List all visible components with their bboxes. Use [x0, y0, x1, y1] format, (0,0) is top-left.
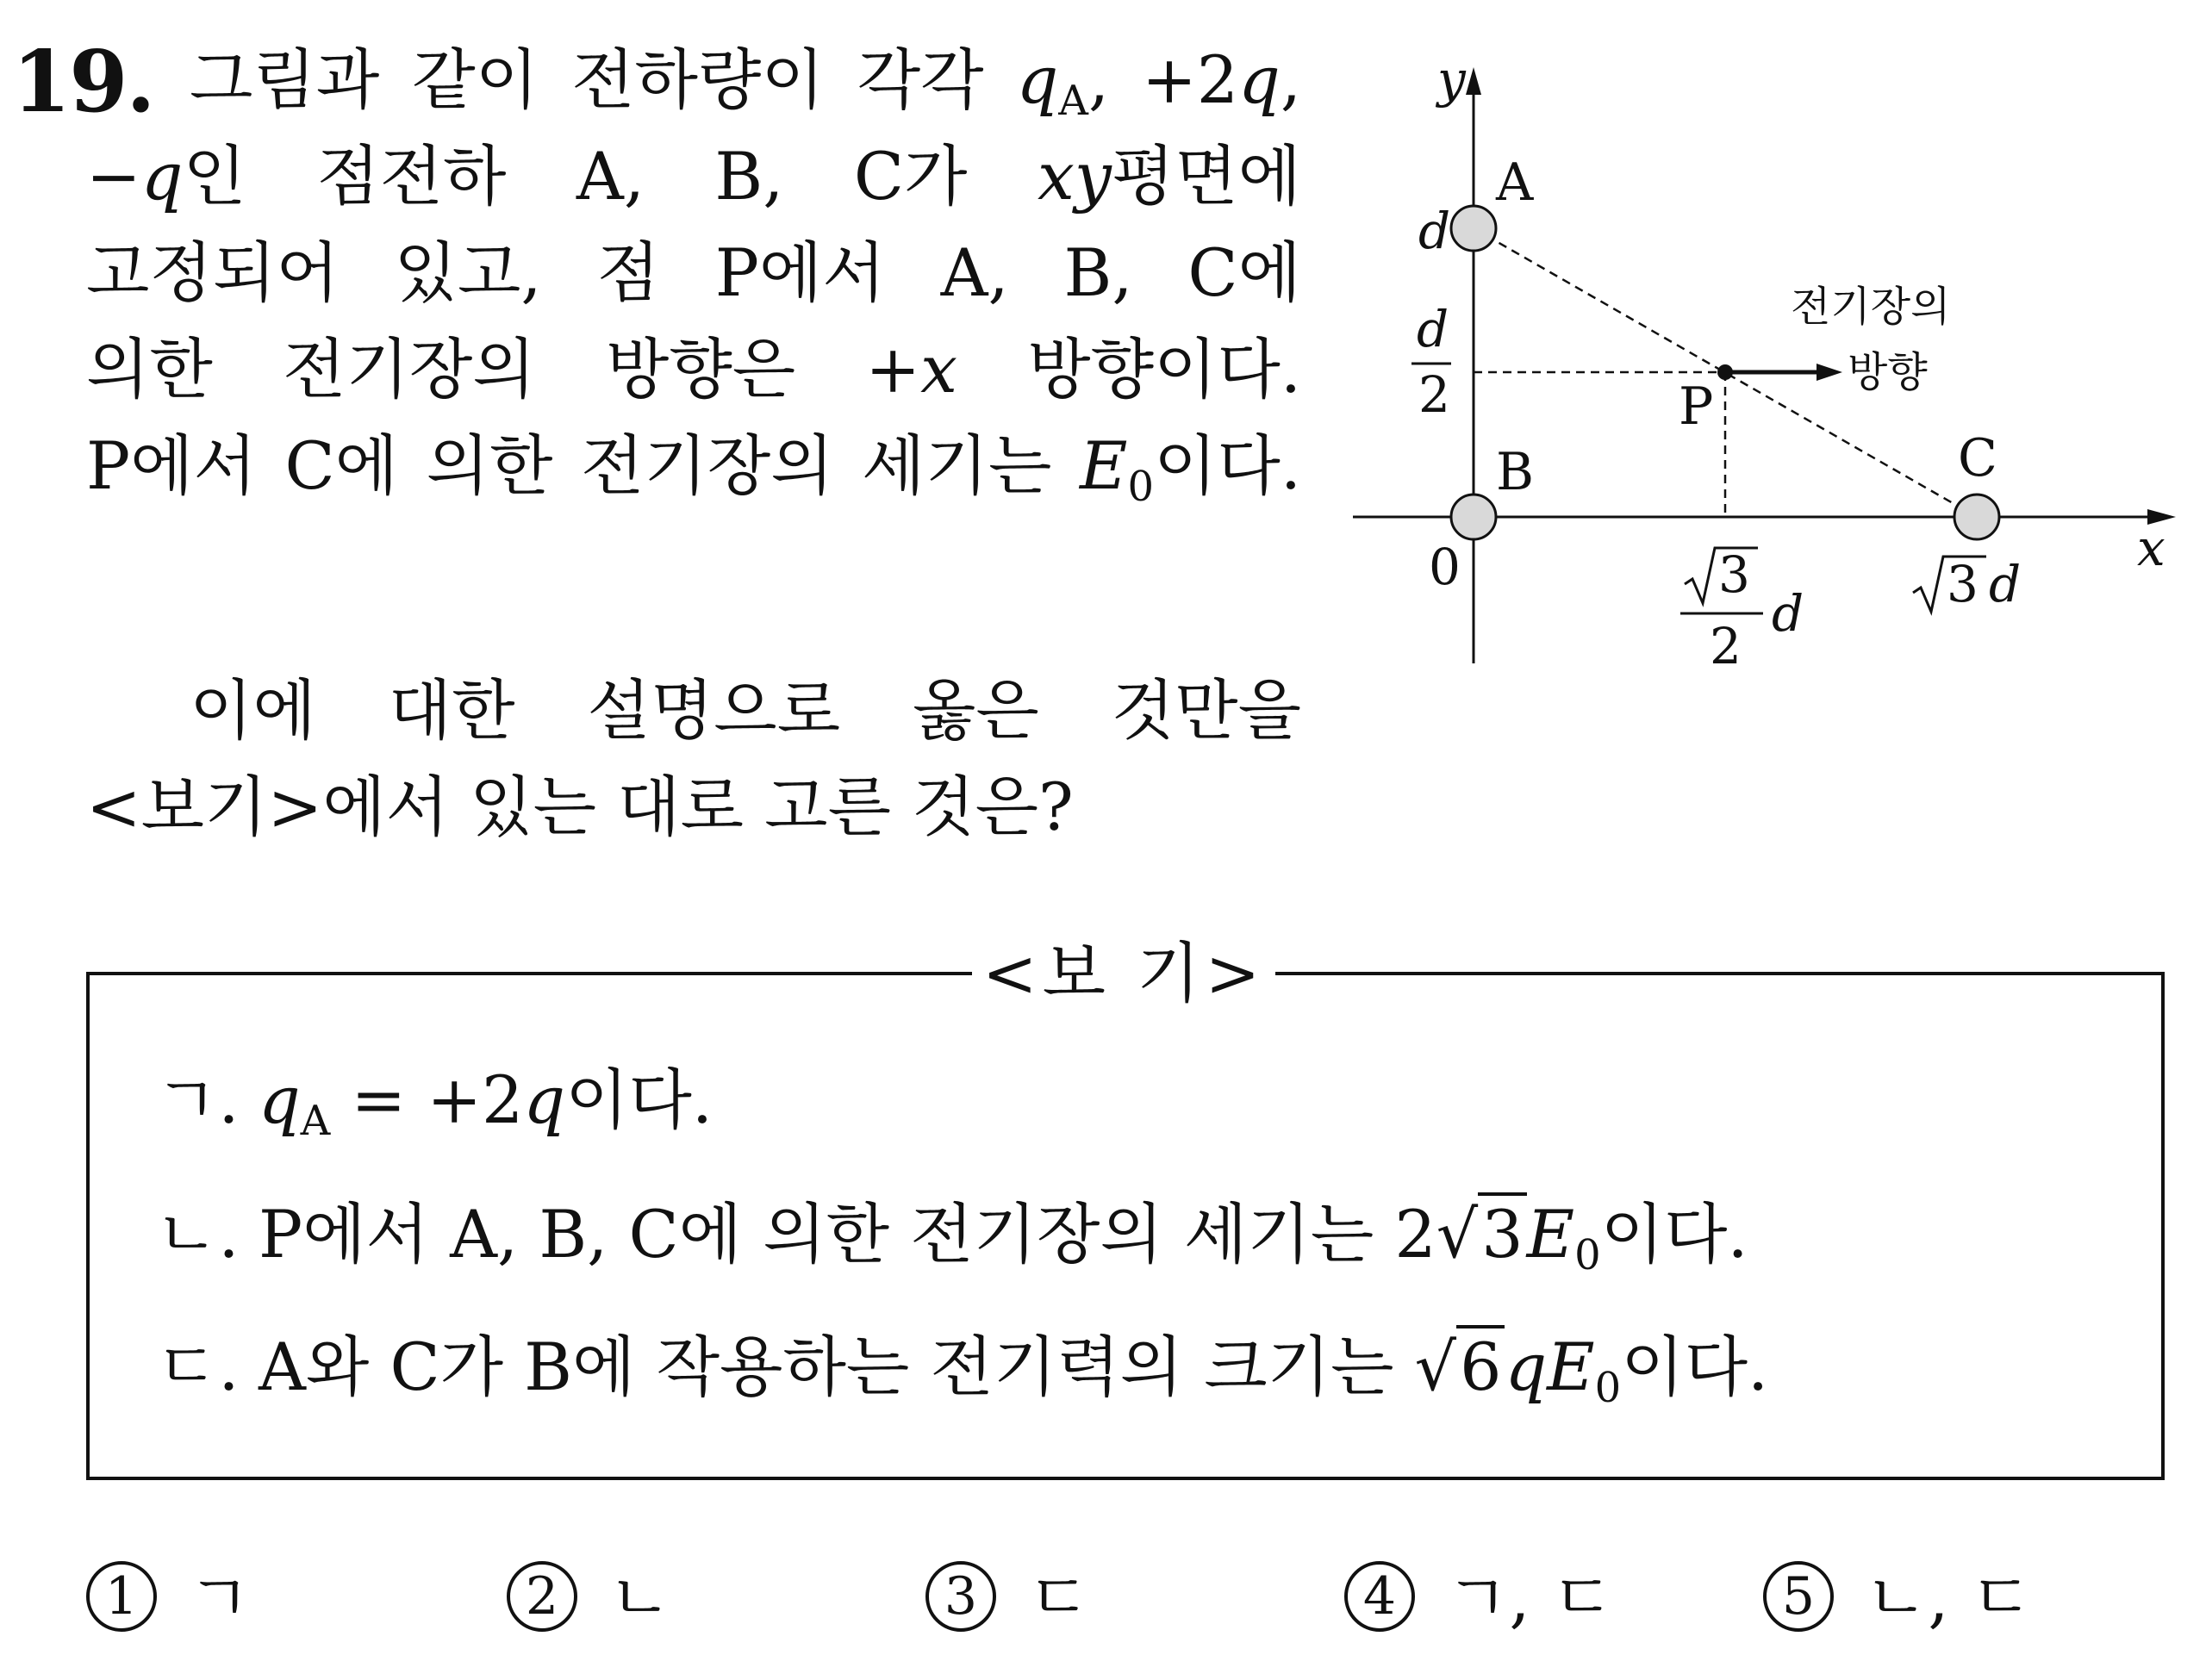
choice-number: 1 — [86, 1561, 157, 1632]
choice-4[interactable] — [1344, 1551, 1614, 1646]
item-text: P에서 A, B, C에 의한 전기장의 세기는 2 — [259, 1196, 1436, 1272]
stem-text: P에서 C에 의한 전기장의 세기는 — [86, 427, 1052, 504]
stem-text: 의한 전기장의 방향은 + — [86, 331, 921, 408]
tick-y-d: d — [1418, 202, 1451, 260]
stem-line-5 — [86, 419, 1301, 513]
tick-x-half-den: 2 — [1710, 617, 1742, 675]
tick-y-half-den: 2 — [1418, 365, 1450, 424]
sqrt-expr: √6 — [1415, 1325, 1505, 1405]
charge-diagram — [1344, 52, 2189, 681]
stem-line-7: <보기>에서 있는 대로 고른 것은? — [86, 768, 1074, 845]
field-label-1: 전기장의 — [1791, 283, 1951, 331]
answer-choices — [86, 1551, 2154, 1646]
charge-B — [1451, 495, 1496, 539]
tick-y-half-num: d — [1417, 300, 1449, 358]
stem-line-6: 이에 대한 설명으로 옳은 것만을 — [190, 672, 1301, 749]
tick-x-full-num: 3 — [1947, 555, 1979, 613]
stem-text: 그림과 같이 전하량이 각각 — [190, 41, 984, 118]
charge-symbol: q — [523, 1061, 566, 1138]
choice-3[interactable] — [925, 1551, 1090, 1646]
item-tail: 이다. — [1600, 1196, 1748, 1272]
choice-text: ㄷ — [1027, 1559, 1091, 1636]
stem-line-3: 고정되어 있고, 점 P에서 A, B, C에 — [86, 234, 1301, 311]
bogi-item-1 — [155, 1053, 713, 1148]
tick-x-full-d: d — [1989, 555, 2022, 613]
minus-sign: − — [86, 138, 141, 215]
equation: = +2 — [330, 1061, 524, 1138]
choice-number: 4 — [1344, 1561, 1415, 1632]
field-symbol: $E_0$ — [1079, 427, 1154, 511]
stem-line-4 — [86, 322, 1301, 417]
charge-symbol: $q_A$ — [1016, 41, 1088, 125]
item-tail: 이다. — [565, 1061, 714, 1138]
choice-number: 2 — [507, 1561, 577, 1632]
charge-C — [1954, 495, 1999, 539]
item-mark: ㄱ. — [155, 1061, 240, 1138]
choice-text: ㄱ — [188, 1559, 252, 1636]
item-mark: ㄷ. — [155, 1328, 240, 1405]
charge-symbol: $q_A$ — [259, 1061, 331, 1145]
x-axis-label: x — [2137, 519, 2165, 577]
stem-line-1 — [190, 33, 1301, 128]
item-text: A와 C가 B에 작용하는 전기력의 크기는 — [259, 1328, 1415, 1405]
plane-symbol: xy — [1037, 138, 1112, 215]
stem-text: , — [1280, 41, 1301, 118]
charge-symbol: q — [140, 138, 184, 215]
charge-A — [1451, 206, 1496, 251]
charge-symbol: q — [1505, 1328, 1548, 1405]
choice-2[interactable] — [507, 1551, 671, 1646]
charge-symbol: q — [1238, 41, 1281, 118]
label-A: A — [1496, 152, 1534, 213]
choice-text: ㄴ — [608, 1559, 672, 1636]
label-P: P — [1679, 376, 1714, 437]
choice-text: ㄱ, ㄷ — [1446, 1559, 1615, 1636]
field-label-2: 방향 — [1848, 348, 1928, 396]
tick-x-half-num: 3 — [1718, 545, 1750, 604]
axis-symbol: x — [920, 331, 957, 408]
item-mark: ㄴ. — [155, 1196, 240, 1272]
stem-text: 인 점전하 A, B, C가 — [183, 138, 968, 215]
stem-text: 방향이다. — [1027, 331, 1301, 408]
question-number: 19. — [12, 33, 154, 132]
stem-text: 이다. — [1154, 427, 1301, 504]
bogi-item-2 — [155, 1187, 1748, 1282]
stem-line-2 — [86, 129, 1301, 224]
y-axis-arrow — [1466, 67, 1481, 95]
label-C: C — [1958, 428, 1997, 488]
field-arrow-head — [1817, 364, 1842, 381]
y-axis-label: y — [1437, 52, 1466, 109]
choice-1[interactable] — [86, 1551, 251, 1646]
choice-5[interactable] — [1763, 1551, 2033, 1646]
tick-x-half-d: d — [1772, 584, 1804, 643]
choice-number: 5 — [1763, 1561, 1834, 1632]
stem-text: 평면에 — [1111, 138, 1301, 215]
origin-label: 0 — [1429, 538, 1461, 596]
sqrt-expr: √3 — [1436, 1192, 1527, 1272]
stem-text: , +2 — [1087, 41, 1239, 118]
bogi-title: <보 기> — [972, 941, 1275, 1006]
item-tail: 이다. — [1621, 1328, 1769, 1405]
field-symbol: $E_0$ — [1547, 1328, 1622, 1412]
field-symbol: $E_0$ — [1526, 1196, 1601, 1279]
choice-text: ㄴ, ㄷ — [1865, 1559, 2034, 1636]
label-B: B — [1496, 442, 1535, 502]
bogi-item-3 — [155, 1320, 1768, 1415]
choice-number: 3 — [925, 1561, 996, 1632]
